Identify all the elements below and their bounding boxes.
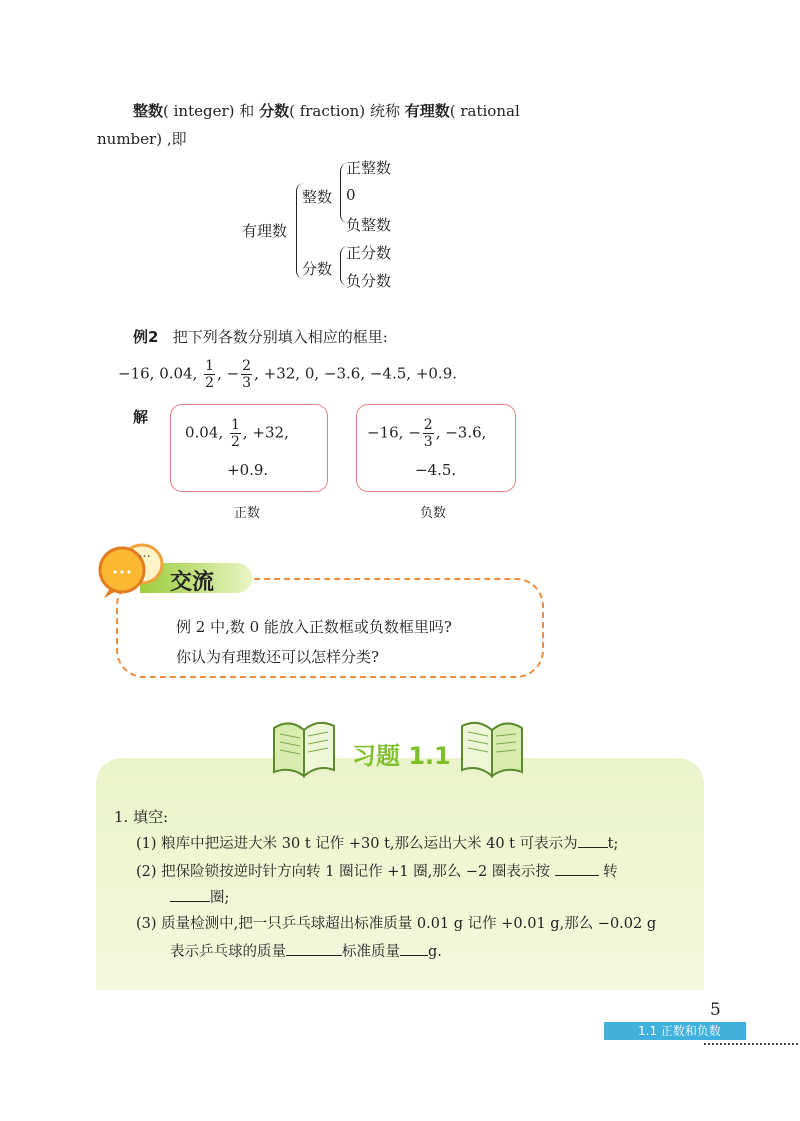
speech-bubble-icon — [96, 538, 166, 604]
exercise-title: 习题 1.1 — [352, 742, 451, 770]
q2-text-c: 圈; — [210, 890, 230, 906]
q3-text-b: 表示乒乓球的质量 — [170, 944, 286, 960]
intro-line-2: number) ,即 — [97, 130, 187, 148]
exercise-question-3-cont — [170, 940, 442, 961]
answer-blank[interactable] — [170, 887, 210, 902]
positive-number-box — [170, 404, 328, 492]
frac-denominator: 2 — [205, 375, 215, 391]
word-together: 统称 — [369, 102, 400, 120]
class-negative-integer: 负整数 — [346, 216, 392, 234]
word-and: 和 — [239, 102, 255, 120]
q1-text: 粮库中把运进大米 30 t 记作 +30 t,那么运出大米 40 t 可表示为 — [161, 836, 578, 852]
exercise-question-2-cont — [170, 886, 229, 907]
neg-box-line-1 — [367, 417, 486, 450]
answer-blank[interactable] — [400, 941, 428, 956]
term-rational: 有理数 — [404, 102, 450, 120]
term-integer-en: ( integer) — [163, 102, 235, 120]
negative-number-box — [356, 404, 516, 492]
item-number: 1. — [114, 808, 129, 826]
example2-prompt: 把下列各数分别填入相应的框里: — [172, 328, 388, 346]
frac-denominator: 3 — [423, 434, 433, 450]
class-integer: 整数 — [302, 188, 333, 206]
term-fraction: 分数 — [259, 102, 290, 120]
section-label: 1.1 正数和负数 — [638, 1024, 721, 1038]
answer-blank[interactable] — [578, 833, 608, 848]
bubble-ellipsis: … — [138, 546, 151, 561]
q3-number: (3) — [136, 916, 157, 932]
fraction-one-half — [230, 417, 241, 450]
discussion-question-2: 你认为有理数还可以怎样分类? — [176, 648, 380, 666]
example2-label: 例2 — [133, 328, 159, 346]
class-positive-fraction: 正分数 — [346, 244, 392, 262]
positive-box-caption: 正数 — [234, 506, 261, 521]
q2-number: (2) — [136, 864, 157, 880]
page-number: 5 — [710, 1000, 721, 1020]
exercise-question-3 — [136, 912, 656, 933]
answer-blank[interactable] — [555, 861, 599, 876]
pos-value-a: 0.04, — [185, 423, 224, 442]
intro-line-1 — [133, 100, 520, 121]
q2-text: 把保险锁按逆时针方向转 1 圈记作 +1 圈,那么 −2 圈表示按 — [161, 864, 550, 880]
fraction-two-thirds — [241, 358, 252, 391]
term-rational-en: ( rational — [449, 102, 520, 120]
q2-text-b: 转 — [603, 864, 618, 880]
item-label: 填空: — [133, 808, 169, 826]
frac-numerator: 1 — [205, 358, 215, 374]
answer-blank[interactable] — [286, 941, 342, 956]
open-book-icon-left — [270, 716, 338, 784]
class-fraction: 分数 — [302, 260, 333, 278]
fraction-one-half — [204, 358, 215, 391]
discussion-question-1: 例 2 中,数 0 能放入正数框或负数框里吗? — [176, 618, 452, 636]
class-zero: 0 — [346, 186, 356, 204]
frac-numerator: 1 — [230, 417, 240, 433]
section-tab — [604, 1022, 746, 1040]
footer-dashed-rule — [704, 1043, 798, 1045]
example2-number-list — [118, 358, 457, 391]
negative-box-caption: 负数 — [420, 506, 447, 521]
exercise-question-1 — [136, 832, 618, 853]
term-integer: 整数 — [133, 102, 164, 120]
discussion-title: 交流 — [170, 570, 215, 595]
pos-box-line-2: +0.9. — [227, 461, 269, 479]
q3-text-c: 标准质量 — [342, 944, 400, 960]
open-book-icon-right — [458, 716, 526, 784]
frac-denominator: 3 — [242, 375, 252, 391]
q1-unit: t; — [607, 836, 619, 852]
fraction-two-thirds — [423, 417, 434, 450]
q3-unit: g. — [428, 944, 442, 960]
class-negative-fraction: 负分数 — [346, 272, 392, 290]
list-separator: , − — [217, 364, 240, 383]
list-part-2: , +32, 0, −3.6, −4.5, +0.9. — [254, 364, 458, 383]
exercise-item-1 — [114, 806, 168, 827]
list-part-1: −16, 0.04, — [118, 364, 198, 383]
class-root: 有理数 — [242, 222, 288, 240]
solution-label: 解 — [133, 408, 149, 426]
q3-text: 质量检测中,把一只乒乓球超出标准质量 0.01 g 记作 +0.01 g,那么 −0.02 g — [161, 916, 657, 932]
pos-value-b: , +32, — [242, 423, 289, 442]
class-positive-integer: 正整数 — [346, 159, 392, 177]
pos-box-line-1 — [185, 417, 289, 450]
term-fraction-en: ( fraction) — [289, 102, 366, 120]
exercise-question-2 — [136, 860, 618, 881]
frac-denominator: 2 — [230, 434, 240, 450]
frac-numerator: 2 — [242, 358, 252, 374]
neg-box-line-2: −4.5. — [415, 461, 457, 479]
example2-heading — [133, 326, 388, 347]
q1-number: (1) — [136, 836, 157, 852]
frac-numerator: 2 — [423, 417, 433, 433]
neg-value-a: −16, − — [367, 423, 421, 442]
neg-value-b: , −3.6, — [435, 423, 487, 442]
